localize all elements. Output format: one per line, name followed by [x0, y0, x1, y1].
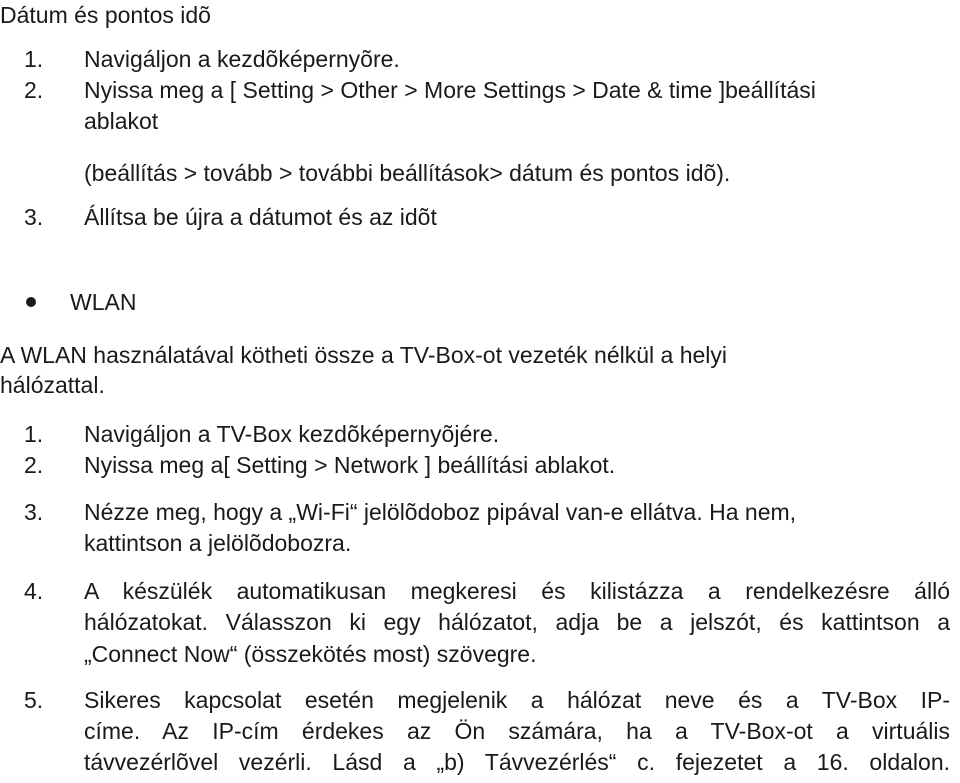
step-text: Nyissa meg a[ Setting > Network ] beállítási ablakot. [84, 452, 616, 478]
step-text: A készülék automatikusan megkeresi és kilistázza a rendelkezésre álló [84, 578, 950, 604]
step-number: 3. [24, 499, 44, 525]
step-text: Navigáljon a TV-Box kezdõképernyõjére. [84, 421, 500, 447]
step-text: Nyissa meg a [ Setting > Other > More Settings > Date & time ]beállítási [84, 77, 816, 103]
step-number: 2. [24, 452, 44, 478]
step-text: (beállítás > tovább > további beállítások> dátum és pontos idõ). [84, 160, 731, 186]
step-text: Sikeres kapcsolat esetén megjelenik a hálózat neve és a TV-Box IP- [84, 687, 950, 713]
step-text: Nézze meg, hogy a „Wi-Fi“ jelölõdoboz pipával van-e ellátva. Ha nem, [84, 499, 797, 525]
step-text: távvezérlõvel vezérli. Lásd a „b) Távvezérlés“ c. fejezetet a 16. oldalon. [84, 749, 950, 775]
step-text: Állítsa be újra a dátumot és az idõt [84, 204, 437, 230]
step-text: „Connect Now“ (összekötés most) szövegre. [84, 641, 537, 667]
step-text: Navigáljon a kezdõképernyõre. [84, 46, 400, 72]
bullet-icon [26, 297, 36, 307]
step-number: 5. [24, 687, 44, 713]
step-number: 2. [24, 77, 44, 103]
step-text: kattintson a jelölõdobozra. [84, 530, 352, 556]
step-number: 4. [24, 578, 44, 604]
intro-text: A WLAN használatával kötheti össze a TV-Box-ot vezeték nélkül a helyi [0, 342, 728, 368]
section-heading-date-time: Dátum és pontos idõ [0, 2, 211, 28]
section-heading-wlan: WLAN [70, 289, 137, 315]
step-number: 3. [24, 204, 44, 230]
step-text: címe. Az IP-cím érdekes az Ön számára, ha a TV-Box-ot a virtuális [84, 718, 950, 744]
step-number: 1. [24, 46, 44, 72]
step-number: 1. [24, 421, 44, 447]
intro-text: hálózattal. [0, 372, 105, 398]
step-text: ablakot [84, 108, 159, 134]
step-text: hálózatokat. Válasszon ki egy hálózatot, adja be a jelszót, és kattintson a [84, 609, 950, 635]
